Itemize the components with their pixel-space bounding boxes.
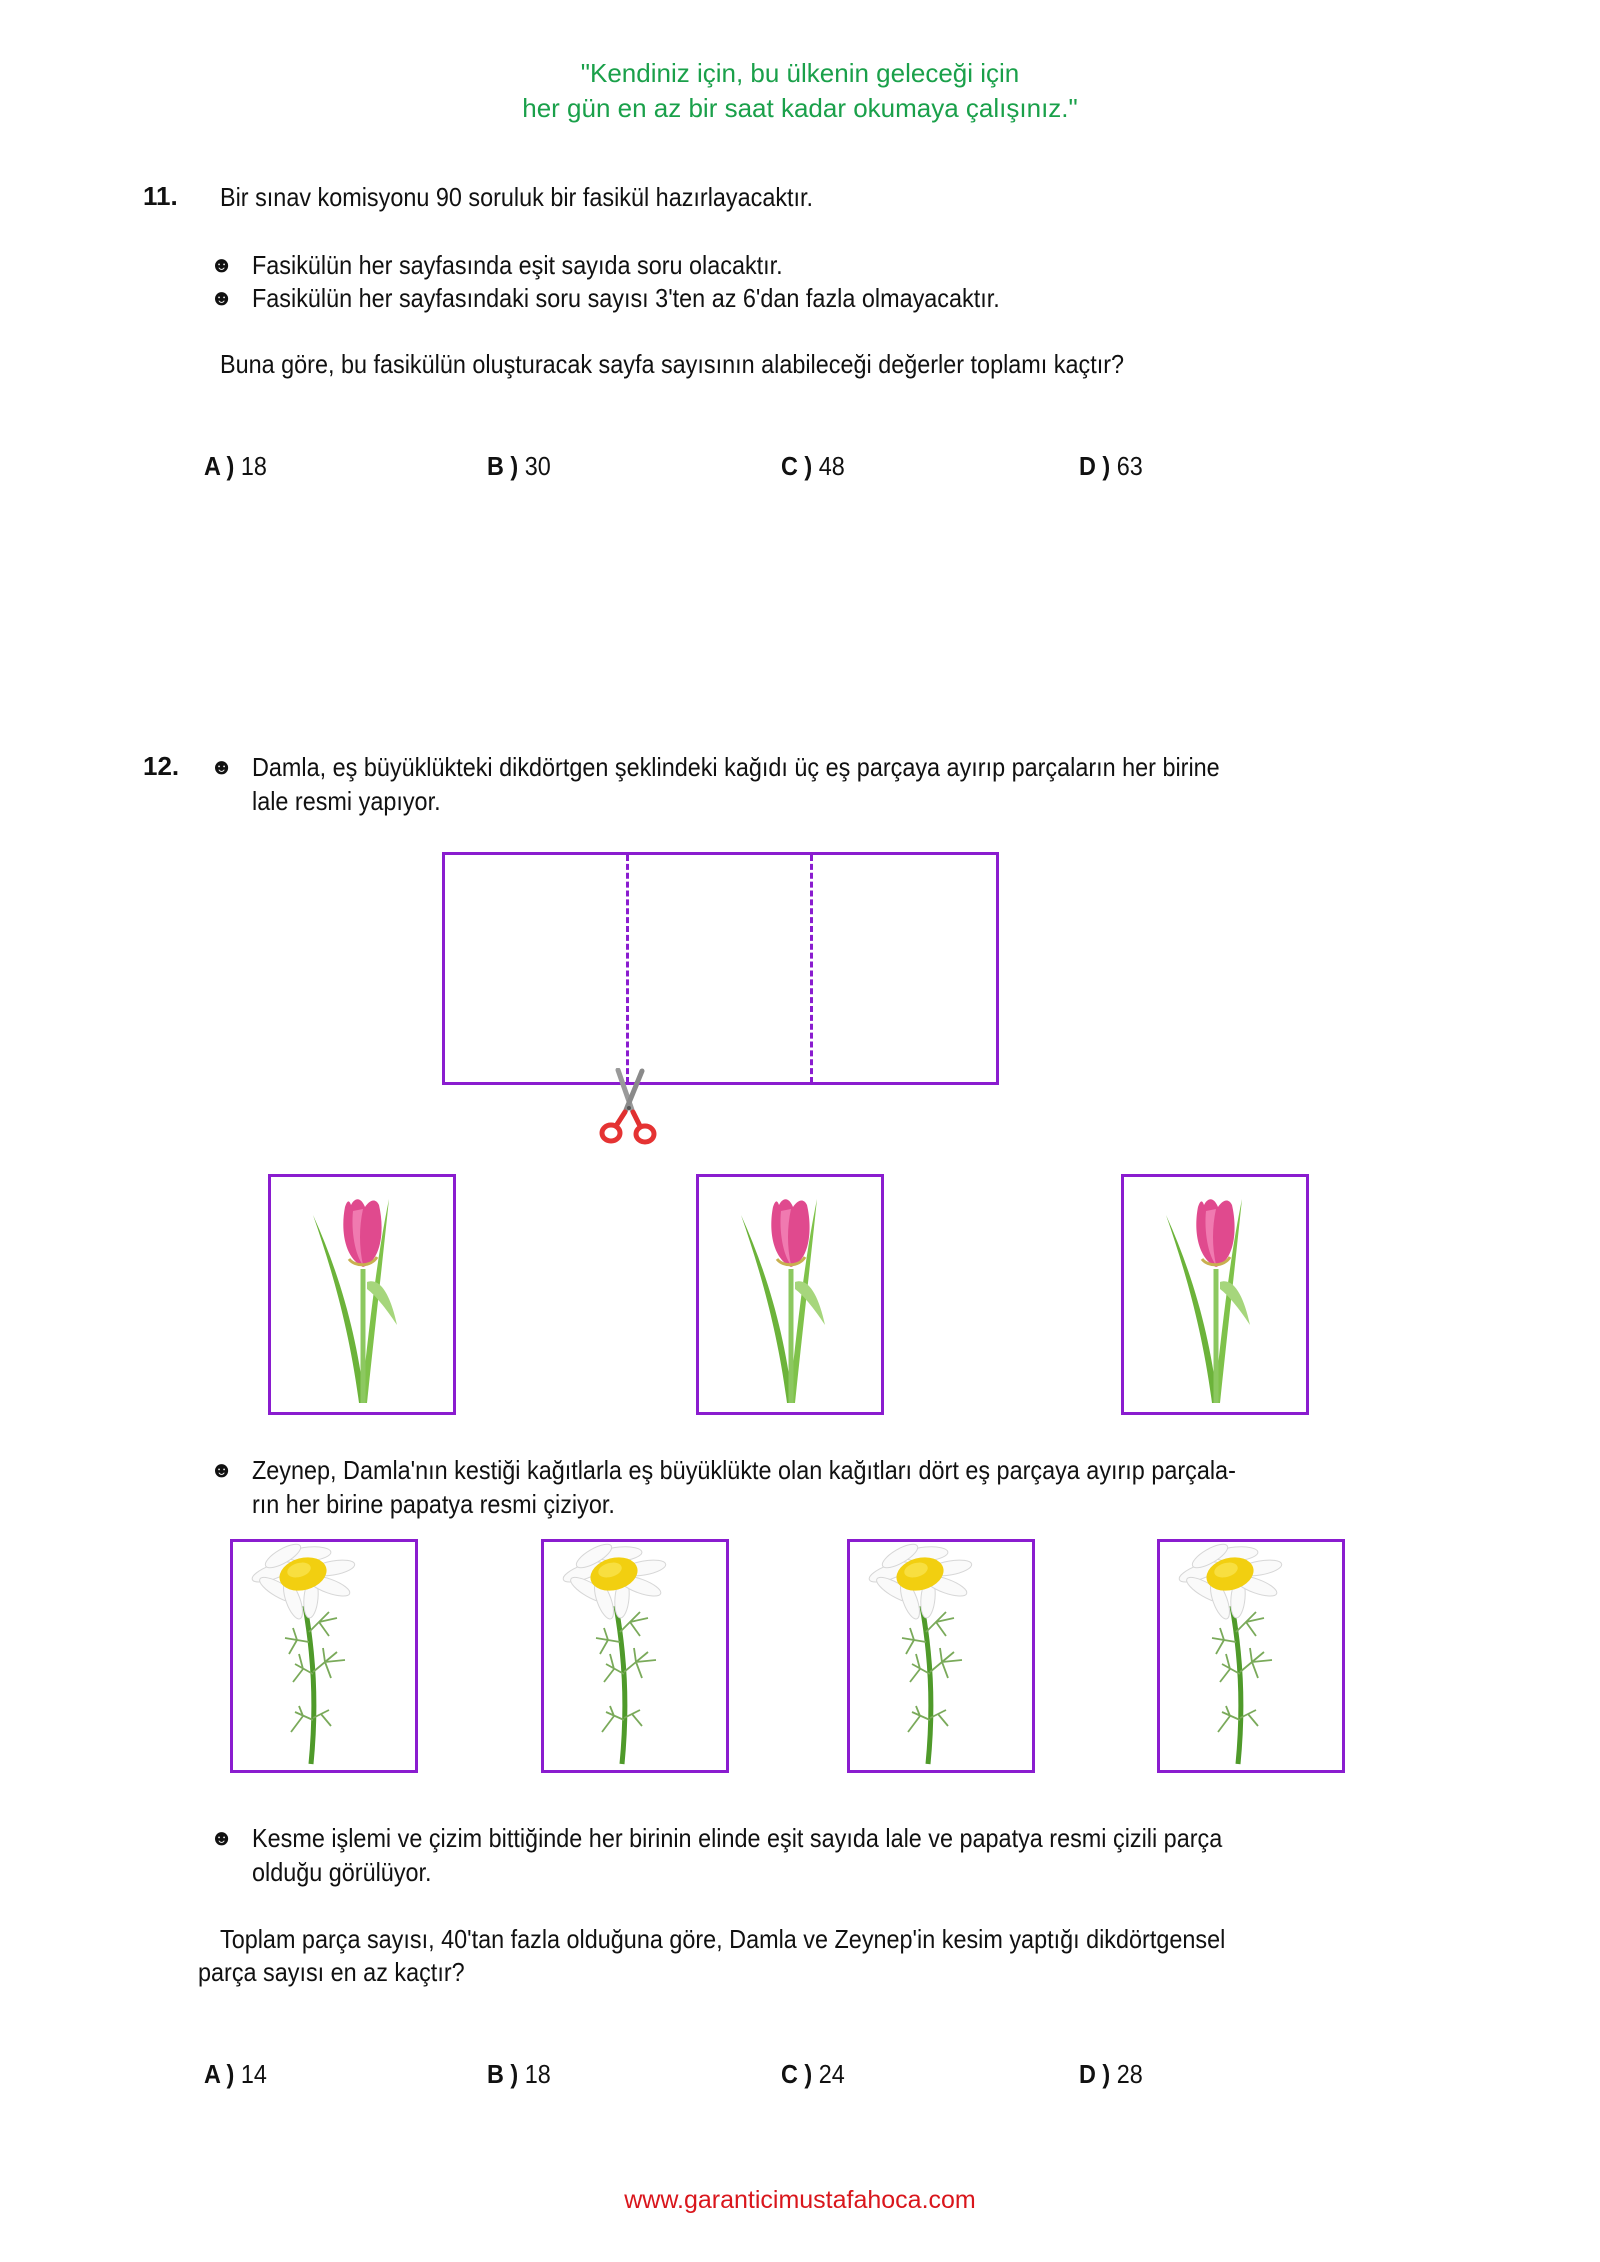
paper-rectangle <box>442 852 999 1085</box>
question-11-condition-1: Fasikülün her sayfasında eşit sayıda soru olacaktır. <box>252 250 783 280</box>
question-12-statement-3-line-2: olduğu görülüyor. <box>252 1857 432 1887</box>
question-12-statement-1-line-1: Damla, eş büyüklükteki dikdörtgen şeklindeki kağıdı üç eş parçaya ayırıp parçaların her birine <box>252 752 1220 782</box>
tulip-piece <box>696 1174 884 1415</box>
header-quote-line-1: "Kendiniz için, bu ülkenin geleceği için <box>580 58 1020 88</box>
option-value: 18 <box>524 2059 551 2089</box>
question-11-number: 11. <box>143 181 178 211</box>
option-value: 30 <box>524 451 551 481</box>
option-letter: D ) <box>1079 451 1111 481</box>
daisy-piece <box>230 1539 418 1773</box>
smiley-bullet-icon: ☻ <box>210 1825 234 1850</box>
question-12-prompt-line-2: parça sayısı en az kaçtır? <box>198 1957 465 1987</box>
header-quote-line-2: her gün en az bir saat kadar okumaya çalışınız." <box>522 93 1078 123</box>
smiley-bullet-icon: ☻ <box>210 285 234 310</box>
tulip-icon <box>699 1177 879 1411</box>
option-value: 63 <box>1116 451 1143 481</box>
question-11-prompt: Buna göre, bu fasikülün oluşturacak sayfa sayısının alabileceği değerler toplamı kaçtır? <box>220 349 1125 379</box>
smiley-bullet-icon: ☻ <box>210 754 234 779</box>
daisy-icon <box>850 1542 1030 1770</box>
option-value: 14 <box>240 2059 267 2089</box>
q11-option-a[interactable] <box>204 449 267 483</box>
scissors-icon <box>596 1068 660 1148</box>
option-letter: B ) <box>487 451 519 481</box>
q12-option-c[interactable] <box>781 2057 845 2091</box>
option-letter: C ) <box>781 2059 813 2089</box>
cut-line-2 <box>810 855 813 1083</box>
smiley-bullet-icon: ☻ <box>210 252 234 277</box>
daisy-icon <box>544 1542 724 1770</box>
question-12-number: 12. <box>143 751 180 781</box>
q12-option-d[interactable] <box>1079 2057 1143 2091</box>
smiley-bullet-icon: ☻ <box>210 1457 234 1482</box>
daisy-icon <box>233 1542 413 1770</box>
question-12-statement-1-line-2: lale resmi yapıyor. <box>252 786 441 816</box>
q11-option-d[interactable] <box>1079 449 1143 483</box>
question-12-statement-2-line-2: rın her birine papatya resmi çiziyor. <box>252 1489 615 1519</box>
tulip-piece <box>1121 1174 1309 1415</box>
q11-option-b[interactable] <box>487 449 551 483</box>
option-value: 18 <box>240 451 267 481</box>
question-12-prompt-line-1: Toplam parça sayısı, 40'tan fazla olduğuna göre, Damla ve Zeynep'in kesim yaptığı dikdörtgensel <box>220 1924 1226 1954</box>
daisy-piece <box>541 1539 729 1773</box>
tulip-piece <box>268 1174 456 1415</box>
daisy-piece <box>847 1539 1035 1773</box>
daisy-icon <box>1160 1542 1340 1770</box>
question-12-statement-2-line-1: Zeynep, Damla'nın kestiği kağıtlarla eş büyüklükte olan kağıtları dört eş parçaya ayırıp parçala- <box>252 1455 1236 1485</box>
option-letter: A ) <box>204 451 235 481</box>
cut-line-1 <box>626 855 629 1083</box>
question-11-intro: Bir sınav komisyonu 90 soruluk bir fasikül hazırlayacaktır. <box>220 182 814 212</box>
tulip-icon <box>271 1177 451 1411</box>
footer-website-link[interactable]: www.garanticimustafahoca.com <box>624 2186 976 2214</box>
tulip-icon <box>1124 1177 1304 1411</box>
option-letter: C ) <box>781 451 813 481</box>
option-letter: A ) <box>204 2059 235 2089</box>
option-letter: B ) <box>487 2059 519 2089</box>
question-12-statement-3-line-1: Kesme işlemi ve çizim bittiğinde her birinin elinde eşit sayıda lale ve papatya resmi çizili parça <box>252 1823 1223 1853</box>
q12-option-b[interactable] <box>487 2057 551 2091</box>
q11-option-c[interactable] <box>781 449 845 483</box>
option-letter: D ) <box>1079 2059 1111 2089</box>
option-value: 24 <box>818 2059 845 2089</box>
option-value: 48 <box>818 451 845 481</box>
q12-option-a[interactable] <box>204 2057 267 2091</box>
option-value: 28 <box>1116 2059 1143 2089</box>
question-11-condition-2: Fasikülün her sayfasındaki soru sayısı 3'ten az 6'dan fazla olmayacaktır. <box>252 283 1000 313</box>
daisy-piece <box>1157 1539 1345 1773</box>
